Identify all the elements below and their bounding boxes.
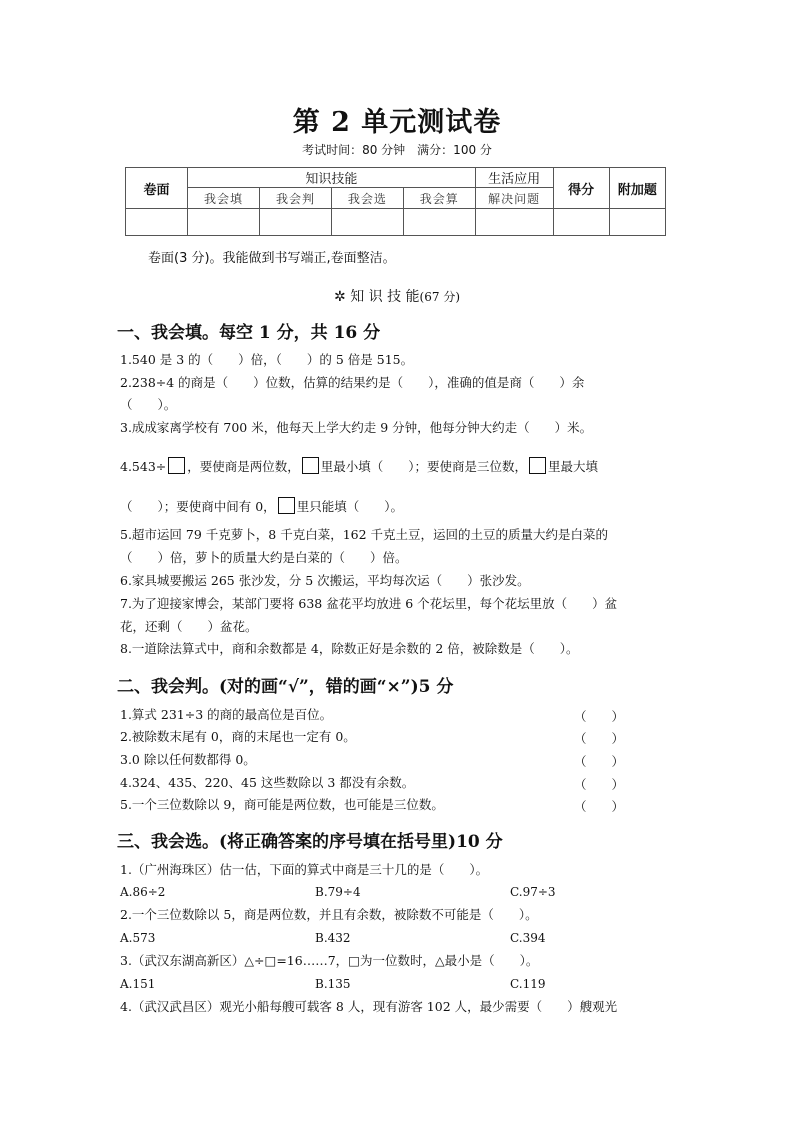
fill-question: 2.238÷4 的商是（ ）位数，估算的结果约是（ ），准确的值是商（ ）余	[120, 375, 585, 390]
choice-c[interactable]: C.97÷3	[510, 885, 556, 899]
judge-question: 2.被除数末尾有 0，商的末尾也一定有 0。	[120, 729, 356, 744]
fill-question-4	[120, 457, 598, 475]
answer-paren[interactable]: （ ）	[574, 799, 625, 814]
choice-a[interactable]: A.573	[120, 931, 156, 945]
sub-header: 解决问题	[475, 188, 553, 209]
choose-question: 4.（武汉武昌区）观光小船每艘可载客 8 人，现有游客 102 人，最少需要（ ）艘观光	[120, 999, 618, 1014]
fill-question: 花，还剩（ ）盆花。	[120, 619, 258, 634]
page-title: 第 2 单元测试卷	[292, 107, 502, 138]
exam-info: 考试时间：80 分钟 满分：100 分	[302, 143, 492, 157]
header-shenghuo: 生活应用	[475, 168, 553, 188]
sub-header: 我会判	[260, 188, 332, 209]
blank-box	[278, 497, 295, 514]
score-cell[interactable]	[403, 209, 475, 236]
fill-text: 4.543÷	[120, 459, 167, 474]
header-zhishi: 知识技能	[188, 168, 476, 188]
judge-question: 1.算式 231÷3 的商的最高位是百位。	[120, 707, 333, 722]
fill-text: 里最大填	[548, 459, 599, 474]
fill-question: 8.一道除法算式中，商和余数都是 4，除数正好是余数的 2 倍，被除数是（ ）。	[120, 641, 579, 656]
fill-question: 7.为了迎接家博会，某部门要将 638 盆花平均放进 6 个花坛里，每个花坛里放（ ）盆	[120, 596, 618, 611]
fill-text: ，要使商是两位数，	[187, 459, 300, 474]
blank-box	[529, 457, 546, 474]
answer-paren[interactable]: （ ）	[574, 754, 625, 769]
fill-question: （ ）倍，萝卜的质量大约是白菜的（ ）倍。	[120, 550, 408, 565]
score-cell[interactable]	[609, 209, 665, 236]
neatness-note: 卷面(3 分)。我能做到书写端正,卷面整洁。	[148, 251, 396, 266]
answer-paren[interactable]: （ ）	[574, 731, 625, 746]
knowledge-heading	[0, 286, 794, 306]
knowledge-score: (67 分)	[419, 290, 460, 304]
answer-paren[interactable]: （ ）	[574, 777, 625, 792]
section-fill-heading: 一、我会填。每空 1 分，共 16 分	[117, 323, 381, 343]
choice-c[interactable]: C.394	[510, 931, 546, 945]
choose-question: 3.（武汉东湖高新区）△÷□=16……7，□为一位数时，△最小是（ ）。	[120, 953, 539, 968]
star-icon: ✲	[334, 289, 346, 305]
fill-text: 里最小填（ ）；要使商是三位数，	[320, 459, 528, 474]
choice-a[interactable]: A.151	[120, 977, 156, 991]
choose-question: 2.一个三位数除以 5，商是两位数，并且有余数，被除数不可能是（ ）。	[120, 907, 538, 922]
answer-paren[interactable]: （ ）	[574, 709, 625, 724]
judge-question: 5.一个三位数除以 9，商可能是两位数，也可能是三位数。	[120, 797, 444, 812]
fill-text: 里只能填（ ）。	[296, 499, 403, 514]
choice-c[interactable]: C.119	[510, 977, 546, 991]
blank-box	[168, 457, 185, 474]
score-cell[interactable]	[553, 209, 609, 236]
score-cell[interactable]	[260, 209, 332, 236]
header-fujia: 附加题	[609, 168, 665, 209]
fill-question: 5.超市运回 79 千克萝卜，8 千克白菜，162 千克土豆，运回的土豆的质量大约是白菜的	[120, 527, 609, 542]
section-judge-heading: 二、我会判。(对的画“√”，错的画“×”)5 分	[117, 677, 454, 697]
score-table	[125, 167, 666, 236]
header-juanmian: 卷面	[126, 168, 188, 209]
fill-question: （ ）。	[120, 397, 177, 412]
score-cell[interactable]	[331, 209, 403, 236]
blank-box	[302, 457, 319, 474]
judge-question: 4.324、435、220、45 这些数除以 3 都没有余数。	[120, 775, 415, 790]
score-cell[interactable]	[126, 209, 188, 236]
score-cell[interactable]	[475, 209, 553, 236]
knowledge-label: 知 识 技 能	[350, 289, 420, 305]
fill-question: 6.家具城要搬运 265 张沙发，分 5 次搬运，平均每次运（ ）张沙发。	[120, 573, 530, 588]
choice-b[interactable]: B.135	[315, 977, 351, 991]
choice-b[interactable]: B.79÷4	[315, 885, 361, 899]
score-cell[interactable]	[188, 209, 260, 236]
sub-header: 我会算	[403, 188, 475, 209]
fill-text: （ ）；要使商中间有 0，	[120, 499, 276, 514]
sub-header: 我会填	[188, 188, 260, 209]
fill-question-4-cont	[120, 497, 403, 515]
sub-header: 我会选	[331, 188, 403, 209]
choice-a[interactable]: A.86÷2	[120, 885, 166, 899]
header-defen: 得分	[553, 168, 609, 209]
choose-question: 1.（广州海珠区）估一估，下面的算式中商是三十几的是（ ）。	[120, 862, 489, 877]
fill-question: 1.540 是 3 的（ ）倍，（ ）的 5 倍是 515。	[120, 352, 414, 367]
section-choose-heading: 三、我会选。(将正确答案的序号填在括号里)10 分	[117, 832, 503, 852]
judge-question: 3.0 除以任何数都得 0。	[120, 752, 256, 767]
choice-b[interactable]: B.432	[315, 931, 351, 945]
fill-question: 3.成成家离学校有 700 米，他每天上学大约走 9 分钟，他每分钟大约走（ ）米。	[120, 420, 593, 435]
